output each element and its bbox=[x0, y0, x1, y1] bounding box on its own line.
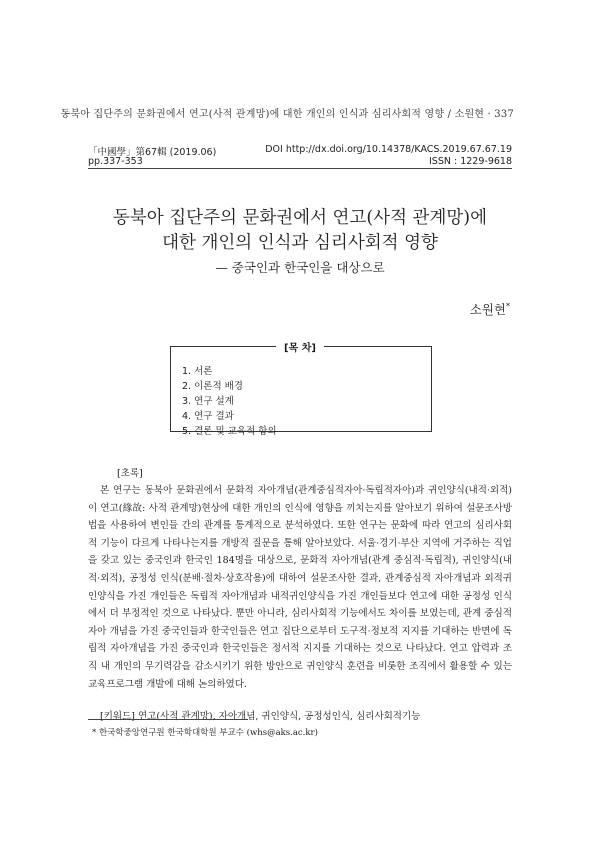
abstract-label: [초록] bbox=[117, 468, 143, 479]
doi-link[interactable]: DOI http://dx.doi.org/10.14378/KACS.2019.67.67.19 bbox=[265, 144, 512, 155]
running-head: 동북아 집단주의 문화권에서 연고(사적 관계망)에 대한 개인의 인식과 심리사회적 영향 / 소원현 · 337 bbox=[60, 109, 514, 120]
toc-item: 5. 결론 및 교육적 함의 bbox=[182, 426, 277, 437]
keywords: [키워드] 연고(사적 관계망), 자아개념, 귀인양식, 공정성인식, 심리사회적기능 bbox=[100, 711, 421, 722]
toc-item: 1. 서론 bbox=[182, 366, 213, 377]
toc-title: [목 차] bbox=[276, 339, 324, 354]
abstract-body: 본 연구는 동북아 문화권에서 문화적 자아개념(관계중심적자아·독립적자아)과 귀인양식(내적·외적)이 연고(緣故: 사적 관계망)현상에 대한 개인의 인식에 영향을 끼치는지를 알아보기 위하여 설문조사방법을 사용하여 변인들 간의 관계를 통계적으로 분석하였다. 또한 연구는 문화에 따라 연고의 심리사회적 기능이 다르게 나타나는지를 개방적 질문을 통해 알아보았다. 서울·경기·부산 지역에 거주하는 직업을 갖고 있는 중국인과 한국인 184명을 대상으로, 문화적 자아개념(관계 중심적·독립적), 귀인양식(내적·외적), 공정성 인식(분배·절차·상호작용)에 대하여 설문조사한 결과, 관계중심적 자아개념과 외적귀인양식을 가진 개인들은 독립적 자아개념과 내적귀인양식을 가진 개인들보다 연고에 대한 공정성 인식에서 더 부정적인 것으로 나타났다. 뿐만 아니라, 심리사회적 기능에서도 차이를 보였는데, 관계 중심적 자아 개념을 가진 중국인들과 한국인들은 연고 집단으로부터 도구적·정보적 지지를 기대하는 반면에 독립적 자아개념을 가진 중국인과 한국인들은 정서적 지지를 기대하는 것으로 나타났다. 연고 압력과 조직 내 개인의 무기력감을 감소시키기 위한 방안으로 귀인양식 훈련을 비롯한 조직에서 활용할 수 있는 교육프로그램 개발에 대해 논의하였다. bbox=[88, 485, 512, 690]
toc-item: 2. 이론적 배경 bbox=[182, 381, 243, 392]
journal-info: 「中國學」第67輯 (2019.06) bbox=[88, 147, 217, 158]
toc-list bbox=[182, 364, 277, 439]
paper-subtitle: — 중국인과 한국인을 대상으로 bbox=[215, 260, 385, 275]
author-name bbox=[470, 300, 510, 318]
footnote-divider bbox=[88, 719, 248, 720]
author-affiliation-footnote: * 한국학중앙연구원 한국학대학원 부교수 (whs@aks.ac.kr) bbox=[92, 728, 318, 738]
author-name-text: 소원현 bbox=[469, 302, 506, 317]
issn: ISSN : 1229-9618 bbox=[429, 156, 512, 167]
header-divider bbox=[88, 168, 512, 169]
toc-item: 4. 연구 결과 bbox=[182, 411, 234, 422]
author-footnote-mark: * bbox=[506, 301, 510, 311]
toc-item: 3. 연구 설계 bbox=[182, 396, 234, 407]
paper-title-line1: 동북아 집단주의 문화권에서 연고(사적 관계망)에 bbox=[112, 208, 487, 228]
page-range: pp.337-353 bbox=[88, 156, 143, 167]
paper-title-line2: 대한 개인의 인식과 심리사회적 영향 bbox=[162, 233, 438, 253]
